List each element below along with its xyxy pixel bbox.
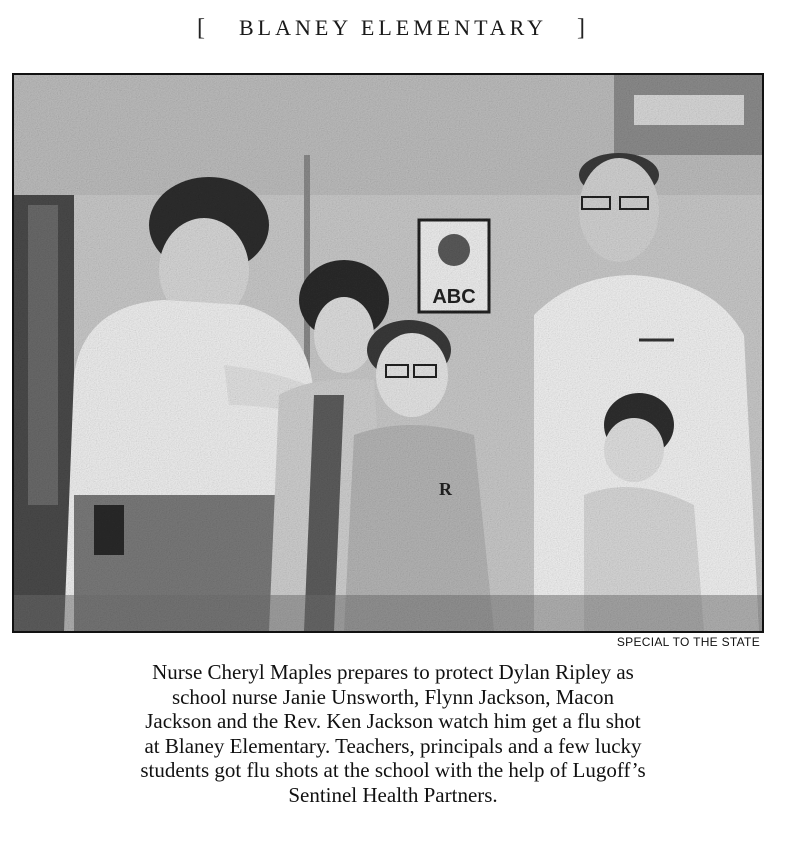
caption-line: Sentinel Health Partners. bbox=[288, 782, 498, 807]
kicker-bracket-right: ] bbox=[577, 14, 589, 41]
caption-line: Jackson and the Rev. Ken Jackson watch him get a flu shot bbox=[145, 709, 641, 733]
photo-caption bbox=[18, 660, 768, 807]
kicker-bracket-left: [ bbox=[196, 14, 209, 41]
wall-poster bbox=[419, 220, 489, 312]
news-photo bbox=[12, 73, 764, 633]
caption-line: at Blaney Elementary. Teachers, principals and a few lucky bbox=[144, 733, 642, 758]
photo-illustration bbox=[14, 75, 762, 631]
kicker-text: BLANEY ELEMENTARY bbox=[238, 15, 547, 40]
section-kicker bbox=[0, 10, 786, 46]
caption-line: students got flu shots at the school with the help of Lugoff’s bbox=[140, 758, 646, 782]
caption-line: Nurse Cheryl Maples prepares to protect Dylan Ripley as bbox=[152, 660, 634, 684]
shirt-letter: R bbox=[439, 479, 452, 499]
photo-credit: SPECIAL TO THE STATE bbox=[616, 635, 760, 649]
caption-line: school nurse Janie Unsworth, Flynn Jackson, Macon bbox=[171, 684, 615, 709]
poster-text: ABC bbox=[432, 286, 476, 308]
